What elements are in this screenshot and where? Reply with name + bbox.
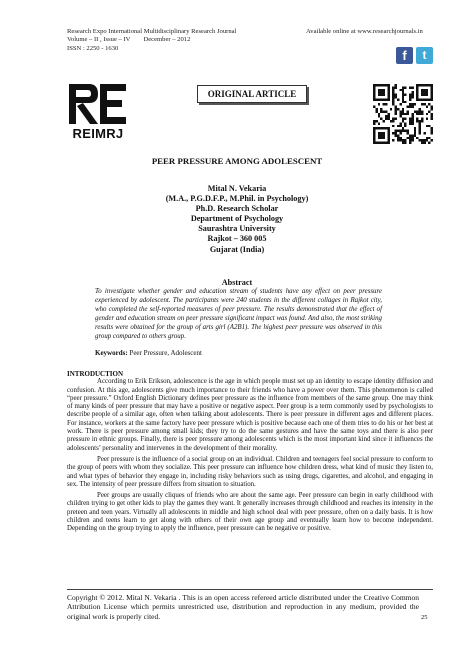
article-body [67, 370, 433, 537]
availability-note: Available online at www.researchjournals.in [306, 28, 423, 35]
page-number: 25 [421, 614, 428, 621]
paper-title: PEER PRESSURE AMONG ADOLESCENT [151, 156, 323, 166]
author-city: Rajkot – 360 005 [207, 234, 267, 244]
body-paragraph: According to Erik Erikson, adolescence is the age in which people must set up an identity to escape identity diffusion and confusion. At this age, adolescents give much importance to their friends who have a power over them. This phenomenon is called “peer pressure.” Oxford English Dictionary defines peer pressure as the influence from members of the same group. One may think of many kinds of peer pressure that may have a positive or negative aspect. Peer group is a term commonly used by psychologists to describe people of a similar age, often when talking about adolescents. There is peer pressure in different ages and different places. For instance, workers at the same factory have peer pressure which is positive because each one of them tries to do his or her best at work. There is peer pressure among small kids; they try to do the same gestures and have the same toys and there is also peer pressure in ethnic groups. Finally, there is peer pressure among adolescents which is the most important kind since it influences the adolescents’ personality and intervenes in the development of their morality. [67, 378, 433, 452]
article-type-badge: ORIGINAL ARTICLE [197, 85, 307, 103]
author-position: Ph.D. Research Scholar [195, 204, 279, 214]
body-paragraph: Peer groups are usually cliques of friends who are about the same age. Peer pressure can begin in early childhood with children trying to get other kids to play the games they want. It generally increases through childhood and reaches its intensity in the preteen and teen years. Virtually all adolescents in middle and high school deal with peer pressure, often on a daily basis. It is how children and teens learn to get along with others of their own age group and eventually learn how to become independent. Depending on the group trying to apply the influence, peer pressure can be negative or positive. [67, 492, 433, 533]
author-department: Department of Psychology [190, 214, 284, 224]
author-degrees: (M.A., P.G.D.F.P., M.Phil. in Psychology) [165, 194, 309, 204]
section-heading: INTRODUCTION [67, 370, 124, 378]
abstract-text: To investigate whether gender and education stream of students have any effect on peer pressure experienced by adolescent. The participants were 240 students in the different collages in Rajkot city, who completed the self-reported measures of peer pressure. The results demonstrated that the effect of gender and education stream on peer pressure significant impact was found. And also, the most striking results were obtained for the group of arts girl (A2B1). The highest peer pressure was observed in this group compared to others group. [95, 288, 382, 340]
body-paragraph: Peer pressure is the influence of a social group on an individual. Children and teenagers feel social pressure to conform to the group of peers with whom they socialize. This peer pressure can influence how children dress, what kind of music they listen to, and what types of behavior they engage in, including risky behaviors such as using drugs, cigarettes, and alcohol, and engaging in sex. The intensity of peer pressure differs from situation to situation. [67, 455, 433, 488]
keywords-line [95, 349, 382, 357]
journal-logo [67, 82, 129, 142]
journal-volume: Volume – II , Issue – IV December – 2012 [67, 36, 191, 44]
journal-issn: ISSN : 2250 - 1630 [67, 44, 119, 52]
author-university: Saurashtra University [198, 224, 276, 234]
facebook-icon[interactable]: f [396, 47, 413, 64]
author-name: Mital N. Vekaria [207, 184, 267, 193]
twitter-icon[interactable]: t [416, 47, 433, 64]
keywords-label: Keywords: [95, 349, 128, 357]
qr-code-icon [373, 84, 433, 144]
keywords-value: Peer Pressure, Adolescent [129, 349, 202, 357]
abstract-heading: Abstract [221, 278, 253, 287]
journal-name: Research Expo International Multidisciplinary Research Journal [67, 28, 237, 35]
copyright-notice: Copyright © 2012. Mital N. Vekaria . This is an open access refereed article distributed under the Creative Common Attribution License which permits unrestricted use, distribution and reproduction in any medium, provided the original work is properly cited. [67, 593, 419, 621]
author-block [60, 184, 414, 255]
logo-text: REIMRJ [72, 126, 124, 141]
author-state: Gujarat (India) [209, 244, 265, 254]
reimrj-logo-icon [67, 82, 129, 126]
journal-header [67, 28, 297, 53]
footer-divider [67, 589, 433, 590]
